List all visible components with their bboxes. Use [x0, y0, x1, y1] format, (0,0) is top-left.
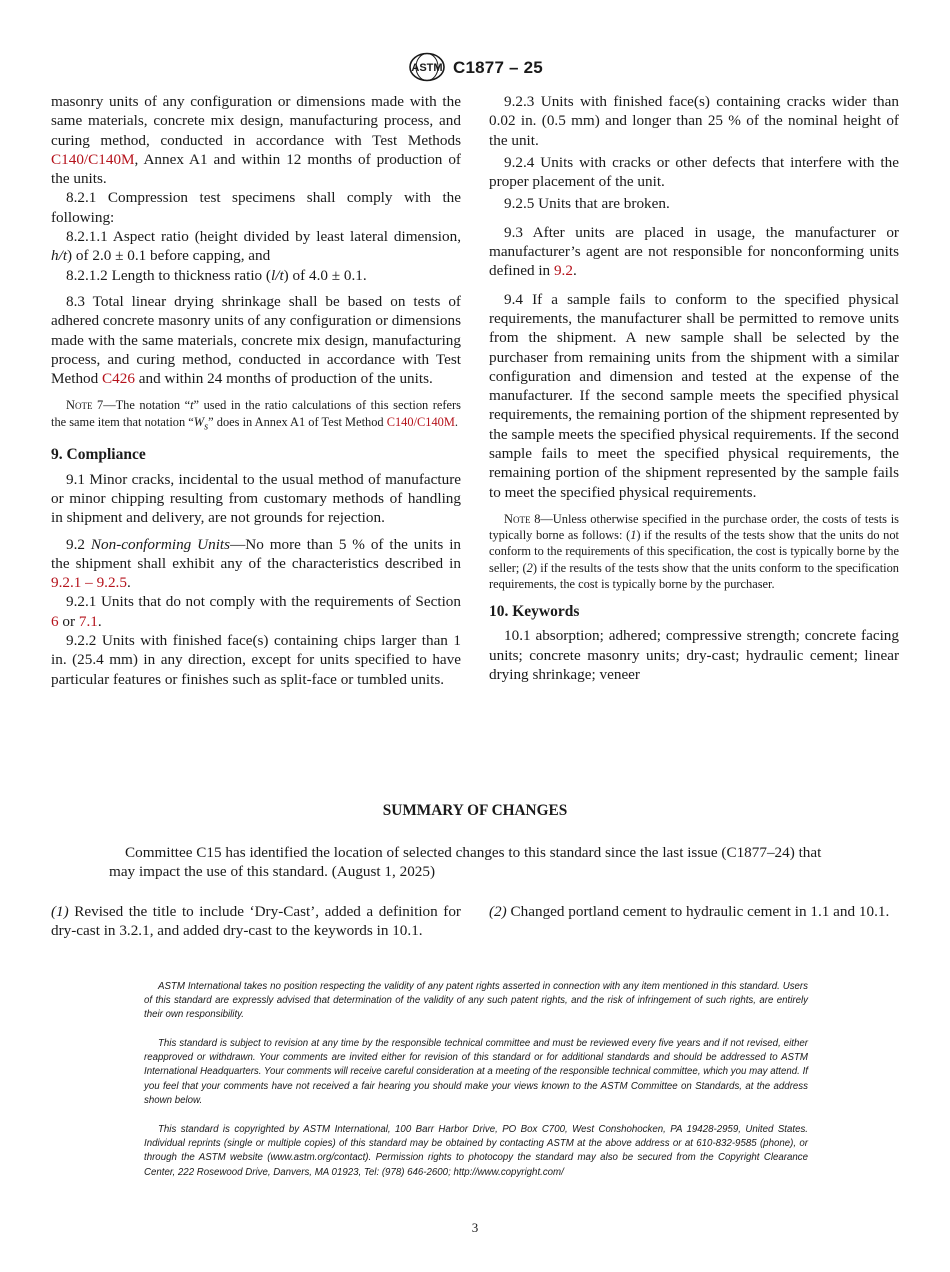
link-c140[interactable]: C140/C140M	[51, 150, 135, 168]
paragraph-9-3: 9.3 After units are placed in usage, the manufacturer or manufacturer’s agent are not responsible for nonconforming units defined in 9.2.	[489, 223, 899, 280]
summary-of-changes-title: SUMMARY OF CHANGES	[382, 802, 568, 819]
link-c140-note[interactable]: C140/C140M	[386, 414, 455, 429]
paragraph-8-2-continued: masonry units of any configuration or dimensions made with the same materials, concrete mix design, manufacturing process, and curing method, conducted in accordance with Test Methods C140/C140M, Annex A1 and within 12 months of production of the units.	[51, 93, 461, 188]
section-10-heading: 10. Keywords	[489, 602, 580, 620]
right-column	[489, 92, 899, 684]
note-8: Note 8—Unless otherwise specified in the purchase order, the costs of tests is typically borne as follows: (1) if the results of the tests show that the units do not conform to the requirements of this specification, the cost is typically borne by the seller; (2) if the results of the tests show that the units conform to the specification requirements, the cost is typically borne by the purchaser.	[489, 511, 899, 591]
paragraph-9-2-5: 9.2.5 Units that are broken.	[504, 195, 670, 213]
document-designation: C1877 – 25	[453, 58, 543, 77]
left-column	[51, 92, 461, 689]
link-c426[interactable]: C426	[102, 370, 135, 388]
paragraph-9-2-1: 9.2.1 Units that do not comply with the requirements of Section 6 or 7.1.	[51, 593, 461, 630]
change-item-1: (1) Revised the title to include ‘Dry-Cast’, added a definition for dry-cast in 3.2.1, and added dry-cast to the keywords in 10.1.	[51, 903, 461, 940]
section-9-heading: 9. Compliance	[51, 446, 146, 464]
paragraph-8-2-1-2: 8.2.1.2 Length to thickness ratio (l/t) of 4.0 ± 0.1.	[66, 266, 367, 284]
copyright-notice: This standard is copyrighted by ASTM International, 100 Barr Harbor Drive, PO Box C700, West Conshohocken, PA 19428-2959, United States. Individual reprints (single or multiple copies) of this standard may be obtained by contacting ASTM at the above address or at 610-832-9585 (phone), or through the ASTM website (www.astm.org/contact). Permission rights to photocopy the standard may also be secured from the Copyright Clearance Center, 222 Rosewood Drive, Danvers, MA 01923, Tel: (978) 646-2600; http://www.copyright.com/	[144, 1124, 808, 1178]
page-number: 3	[471, 1220, 479, 1235]
paragraph-9-1: 9.1 Minor cracks, incidental to the usual method of manufacture or minor chipping resulting from customary methods of handling in shipment and delivery, are not grounds for rejection.	[51, 470, 461, 527]
paragraph-9-4: 9.4 If a sample fails to conform to the specified physical requirements, the manufacturer shall be permitted to remove units from the shipment. A new sample shall be selected by the purchaser from remaining units from the shipment with a similar configuration and dimension and tested at the expense of the manufacturer. If the second sample meets the specified physical requirements, the remaining portion of the shipment represented by the sample meets the specified physical requirements. If the second sample fails to meet the specified physical requirements, the remaining portion of the shipment represented by the sample fails to meet the specified physical requirements.	[489, 290, 899, 501]
link-9-2-1[interactable]: 9.2.1 – 9.2.5	[51, 574, 127, 592]
paragraph-9-2-3: 9.2.3 Units with finished face(s) containing cracks wider than 0.02 in. (0.5 mm) and longer than 25 % of the nominal height of the unit.	[489, 93, 899, 149]
paragraph-8-3: 8.3 Total linear drying shrinkage shall be based on tests of adhered concrete masonry units of any configuration or dimensions made with the same materials, concrete mix design, manufacturing process, and curing method, conducted in accordance with Test Method C426 and within 24 months of production of the units.	[51, 292, 461, 388]
summary-intro: Committee C15 has identified the location of selected changes to this standard since the last issue (C1877–24) that may impact the use of this standard. (August 1, 2025)	[109, 844, 822, 881]
paragraph-8-2-1: 8.2.1 Compression test specimens shall comply with the following:	[51, 189, 461, 226]
link-section-7-1[interactable]: 7.1	[78, 612, 98, 630]
note-7: Note 7—The notation “t” used in the ratio calculations of this section refers the same item that notation “$W_s$” does in Annex A1 of Test Method C140/C140M.	[51, 398, 461, 433]
paragraph-9-2-4: 9.2.4 Units with cracks or other defects that interfere with the proper placement of the unit.	[489, 153, 899, 191]
change-item-2: (2) Changed portland cement to hydraulic cement in 1.1 and 10.1.	[489, 903, 890, 920]
page-header	[0, 52, 950, 84]
paragraph-8-2-1-1: 8.2.1.1 Aspect ratio (height divided by least lateral dimension, h/t) of 2.0 ± 0.1 before capping, and	[51, 228, 461, 265]
link-9-2[interactable]: 9.2	[553, 262, 573, 280]
paragraph-9-2: 9.2 Non-conforming Units—No more than 5 % of the units in the shipment shall exhibit any of the characteristics described in 9.2.1 – 9.2.5.	[51, 535, 462, 592]
logo-text: ASTM	[411, 62, 443, 74]
link-section-6[interactable]: 6	[51, 612, 59, 630]
paragraph-9-2-2: 9.2.2 Units with finished face(s) containing chips larger than 1 in. (25.4 mm) in any direction, except for units specified to have particular features or finishes such as split-face or tumbled units.	[51, 632, 461, 688]
patent-disclaimer: ASTM International takes no position respecting the validity of any patent rights asserted in connection with any item mentioned in this standard. Users of this standard are expressly advised that determination of the validity of any such patent rights, and the risk of infringement of such rights, are entirely their own responsibility.	[144, 981, 808, 1021]
paragraph-10-1: 10.1 absorption; adhered; compressive strength; concrete facing units; concrete masonry units; dry-cast; hydraulic cement; linear drying shrinkage; veneer	[489, 627, 899, 683]
astm-logo-icon	[408, 52, 446, 82]
revision-disclaimer: This standard is subject to revision at any time by the responsible technical committee and must be reviewed every five years and if not revised, either reapproved or withdrawn. Your comments are invited either for revision of this standard or for additional standards and should be addressed to ASTM International Headquarters. Your comments will receive careful consideration at a meeting of the responsible technical committee, which you may attend. If you feel that your comments have not received a fair hearing you should make your views known to the ASTM Committee on Standards, at the address shown below.	[144, 1038, 808, 1106]
